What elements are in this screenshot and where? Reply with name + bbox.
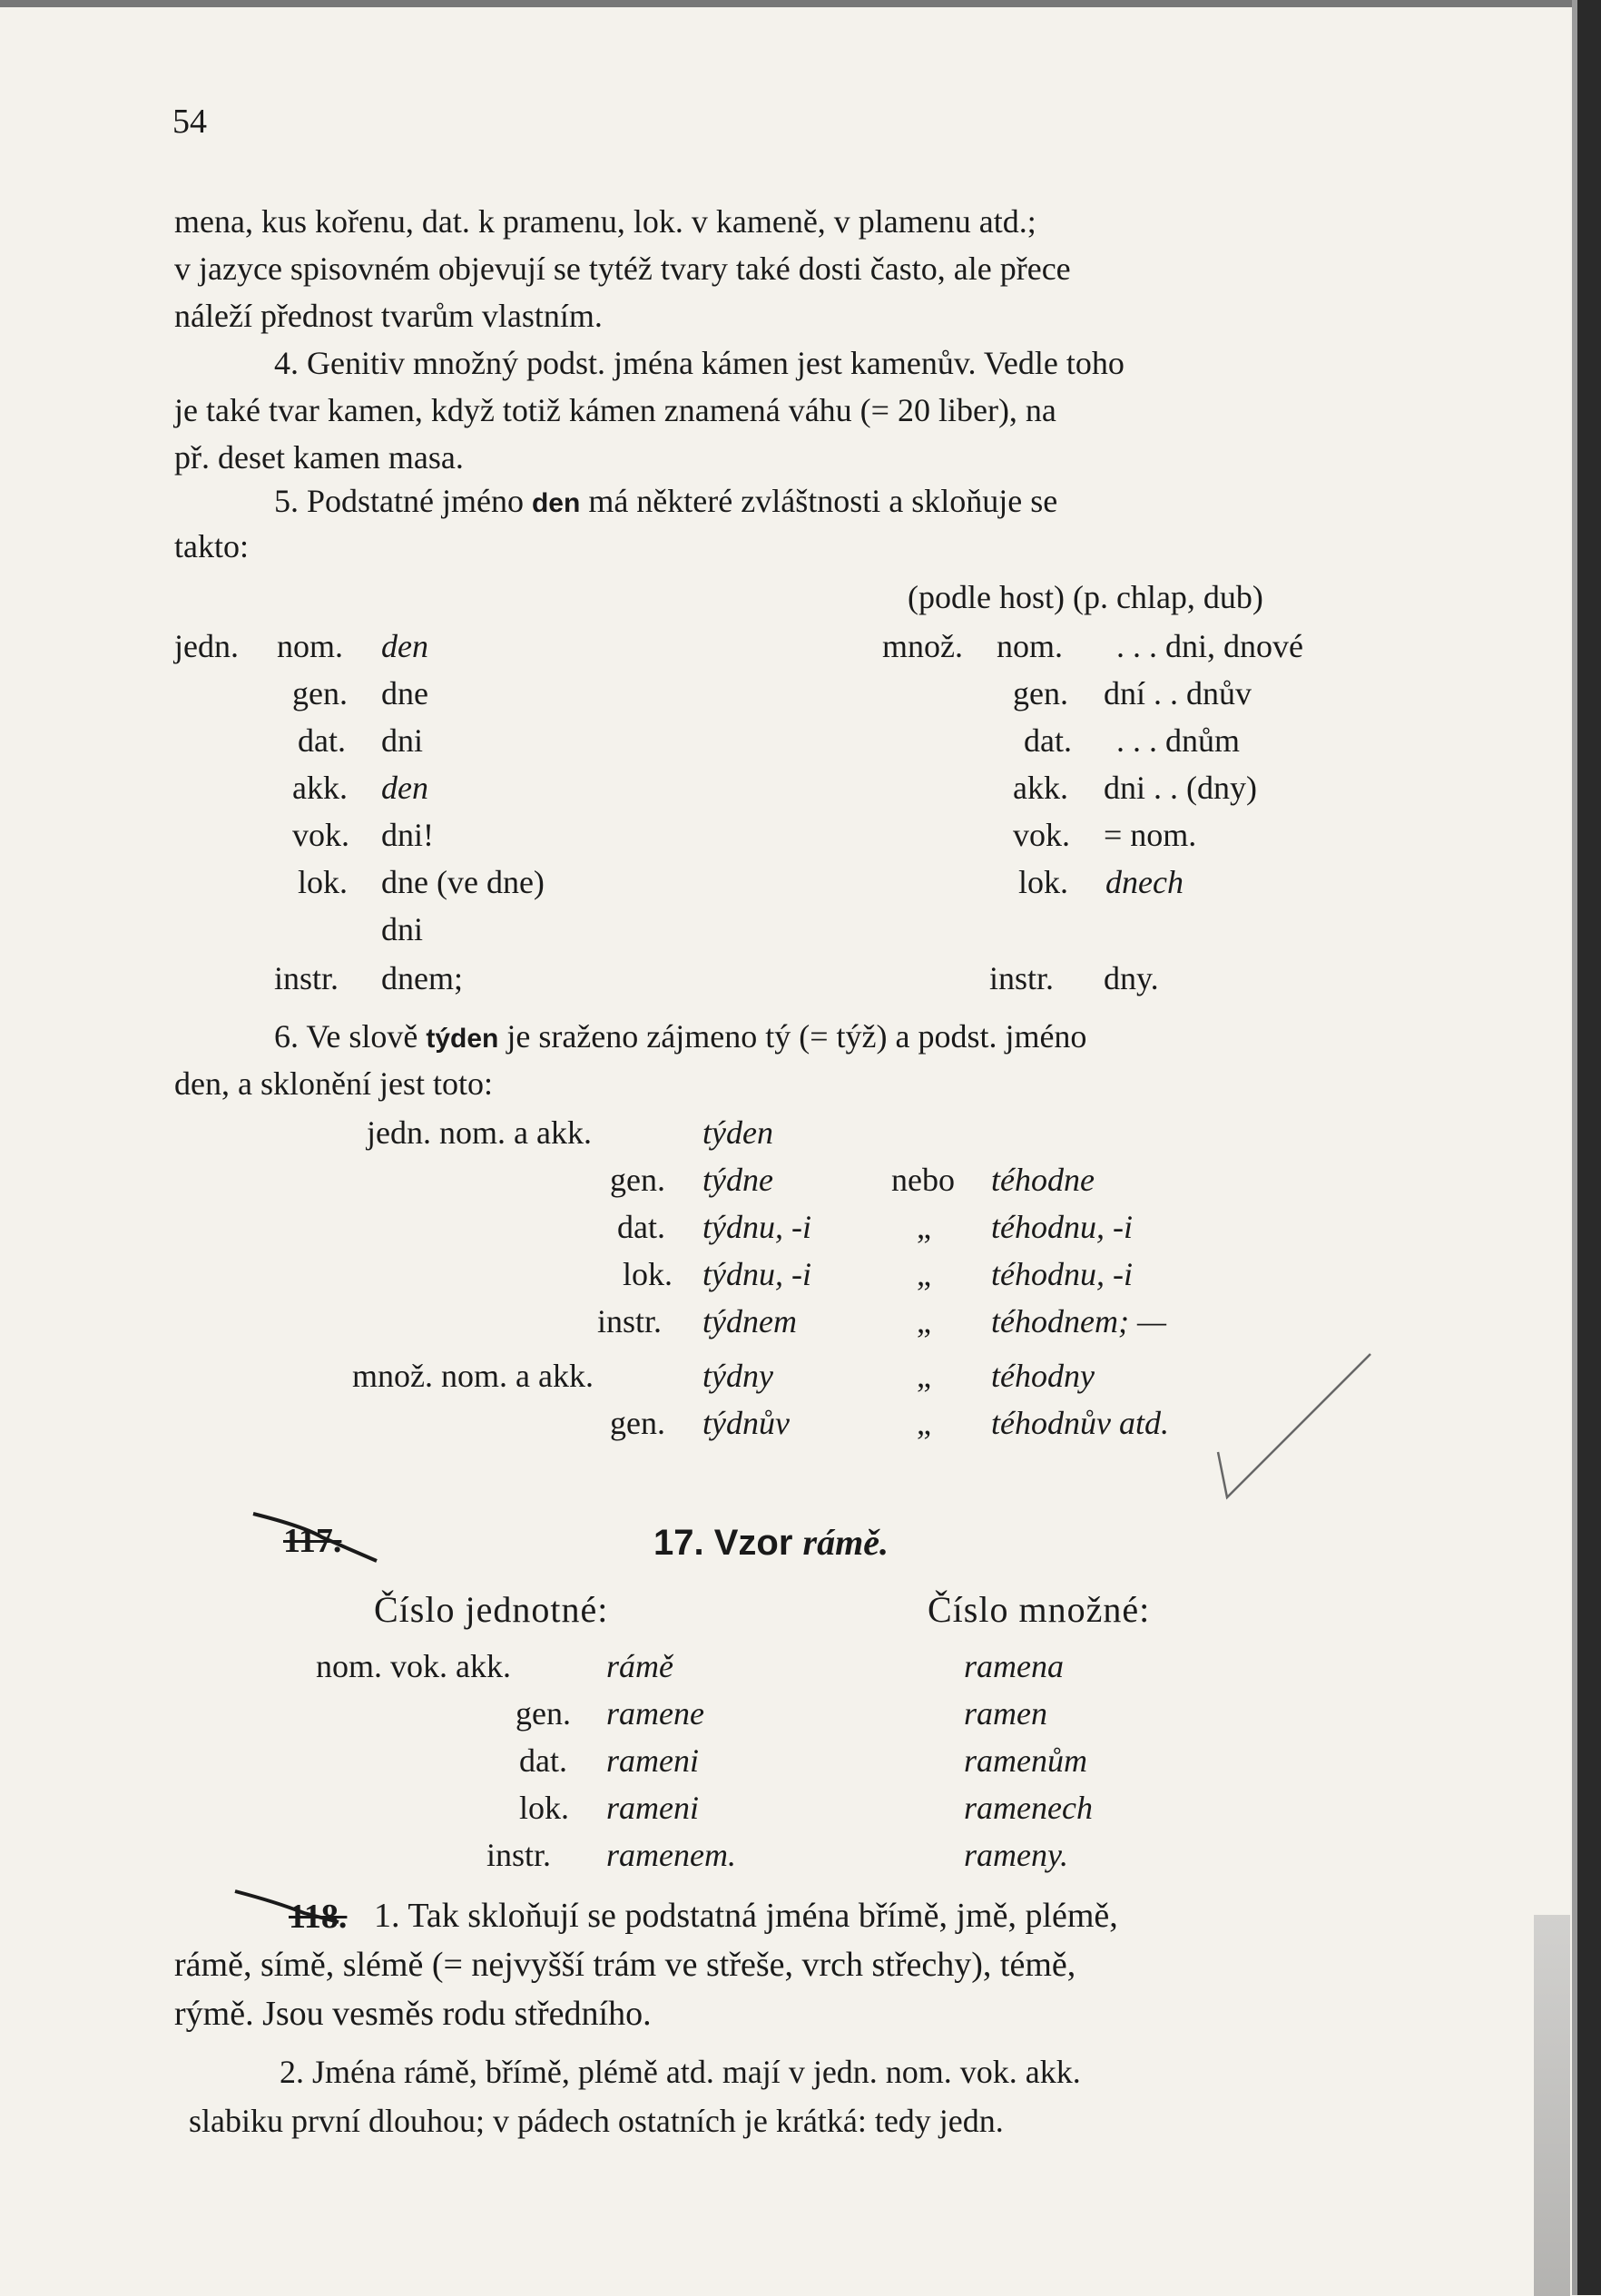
paragraph-line: mena, kus kořenu, dat. k pramenu, lok. v kameně, v plamenu atd.;	[174, 203, 1036, 240]
scan-smudge	[1534, 1915, 1570, 2296]
tyden-alt: téhodnův atd.	[991, 1405, 1169, 1441]
case-form: den	[381, 628, 428, 664]
tyden-nebo: „	[917, 1256, 931, 1292]
tyden-label: gen.	[610, 1405, 665, 1441]
paragraph-line: 1. Tak skloňují se podstatná jména břímě, jmě, plémě,	[374, 1897, 1118, 1935]
rame-pl: ramenům	[964, 1742, 1087, 1779]
case-label: instr.	[274, 960, 339, 996]
paragraph-5-end: má některé zvláštnosti a skloňuje se	[588, 483, 1058, 519]
tyden-alt: téhodnem; —	[991, 1303, 1166, 1339]
tyden-form: týdnův	[702, 1405, 790, 1441]
case-form: . . . dni, dnové	[1116, 628, 1303, 664]
paragraph-6-cont: den, a sklonění jest toto:	[174, 1065, 493, 1102]
tyden-nebo: „	[917, 1358, 931, 1394]
tyden-alt: téhodne	[991, 1162, 1095, 1198]
paragraph-line: 2. Jména rámě, břímě, plémě atd. mají v jedn. nom. vok. akk.	[280, 2054, 1081, 2090]
paragraph-1	[174, 198, 1427, 339]
section-title-text: 17. Vzor	[653, 1523, 793, 1563]
case-form: den	[381, 770, 428, 806]
case-label: vok.	[1013, 817, 1070, 853]
tyden-alt: téhodnu, -i	[991, 1209, 1133, 1245]
den-table-header: (podle host) (p. chlap, dub)	[908, 579, 1263, 615]
scan-top-edge	[0, 0, 1601, 7]
rame-case: instr.	[486, 1837, 552, 1873]
tyden-label: gen.	[610, 1162, 665, 1198]
tyden-alt: téhodny	[991, 1358, 1095, 1394]
paragraph-6-line	[274, 1016, 1086, 1059]
section-number-text: 117.	[283, 1522, 342, 1560]
paragraph-line: rýmě. Jsou vesměs rodu středního.	[174, 1995, 652, 2033]
case-label: instr.	[989, 960, 1055, 996]
paragraph-118-2	[189, 2047, 1432, 2145]
case-label: dat.	[1024, 722, 1072, 759]
rame-case: lok.	[519, 1790, 570, 1826]
case-form: dne (ve dne)	[381, 864, 545, 900]
rame-pl: ramen	[964, 1695, 1047, 1732]
tyden-label: lok.	[623, 1256, 673, 1292]
case-label: nom.	[277, 628, 344, 664]
tyden-label: dat.	[617, 1209, 665, 1245]
keyword-tyden: týden	[426, 1024, 499, 1054]
rame-pl: ramenech	[964, 1790, 1093, 1826]
paragraph-line: v jazyce spisovném objevují se tytéž tvary také dosti často, ale přece	[174, 250, 1071, 287]
rame-sg: rámě	[606, 1648, 673, 1684]
tyden-form: týdny	[702, 1358, 773, 1394]
tyden-form: týdnem	[702, 1303, 797, 1339]
case-label: lok.	[298, 864, 349, 900]
case-label: akk.	[292, 770, 348, 806]
rame-sg: rameni	[606, 1790, 699, 1826]
tyden-alt: téhodnu, -i	[991, 1256, 1133, 1292]
tyden-nebo: „	[917, 1209, 931, 1245]
paragraph-line: slabiku první dlouhou; v pádech ostatních je krátká: tedy jedn.	[189, 2103, 1004, 2139]
paragraph-line: náleží přednost tvarům vlastním.	[174, 298, 603, 334]
singular-header: Číslo jednotné:	[374, 1589, 609, 1630]
tyden-label: jedn. nom. a akk.	[367, 1114, 592, 1151]
case-form: dnem;	[381, 960, 463, 996]
tyden-nebo: „	[917, 1303, 931, 1339]
paragraph-line: př. deset kamen masa.	[174, 439, 464, 476]
rame-case: dat.	[519, 1742, 567, 1779]
tyden-form: týdnu, -i	[702, 1209, 811, 1245]
paragraph-4	[174, 339, 1427, 481]
den-pl-label: množ.	[882, 628, 963, 664]
tyden-form: týdne	[702, 1162, 773, 1198]
tyden-label: instr.	[597, 1303, 663, 1339]
page-number: 54	[172, 103, 207, 141]
tyden-label: množ. nom. a akk.	[352, 1358, 594, 1394]
case-form: dne	[381, 675, 428, 711]
tyden-form: týden	[702, 1114, 773, 1151]
case-label: gen.	[1013, 675, 1068, 711]
rame-case: gen.	[516, 1695, 571, 1732]
paragraph-118-1	[174, 1891, 1427, 2038]
case-form: dnech	[1105, 864, 1184, 900]
case-label: gen.	[292, 675, 348, 711]
case-form: dni	[381, 911, 424, 947]
rame-case: nom. vok. akk.	[316, 1648, 511, 1684]
paragraph-line: rámě, símě, slémě (= nejvyšší trám ve střeše, vrch střechy), témě,	[174, 1946, 1076, 1984]
scan-right-edge	[1577, 0, 1601, 2295]
tyden-nebo: „	[917, 1405, 931, 1441]
rame-sg: ramene	[606, 1695, 704, 1732]
rame-sg: rameni	[606, 1742, 699, 1779]
rame-pl: rameny.	[964, 1837, 1068, 1873]
rame-sg: ramenem.	[606, 1837, 736, 1873]
tyden-form: týdnu, -i	[702, 1256, 811, 1292]
case-label: akk.	[1013, 770, 1068, 806]
case-label: lok.	[1018, 864, 1069, 900]
case-form: dni!	[381, 817, 434, 853]
case-form: dny.	[1104, 960, 1159, 996]
handwritten-check-mark	[1207, 1343, 1380, 1516]
plural-header: Číslo množné:	[928, 1589, 1151, 1630]
paragraph-line: 4. Genitiv množný podst. jména kámen jest kamenův. Vedle toho	[274, 345, 1125, 381]
paragraph-5-line	[274, 481, 1057, 524]
section-number-text: 118.	[289, 1898, 348, 1936]
paragraph-line: je také tvar kamen, když totiž kámen znamená váhu (= 20 liber), na	[174, 392, 1056, 428]
paragraph-6-start: 6. Ve slově	[274, 1018, 418, 1055]
case-form: = nom.	[1104, 817, 1197, 853]
tyden-nebo: nebo	[891, 1162, 955, 1198]
rame-pl: ramena	[964, 1648, 1064, 1684]
section-117-title	[653, 1521, 889, 1564]
paragraph-6-end: je sraženo zájmeno tý (= týž) a podst. jméno	[506, 1018, 1087, 1055]
case-form: dni	[381, 722, 424, 759]
den-sg-label: jedn.	[174, 628, 239, 664]
section-117-number	[283, 1521, 341, 1561]
section-title-word: rámě.	[802, 1522, 889, 1563]
paragraph-5-cont: takto:	[174, 528, 249, 564]
case-label: nom.	[997, 628, 1064, 664]
case-form: dní . . dnův	[1104, 675, 1252, 711]
case-form: . . . dnům	[1116, 722, 1241, 759]
case-label: vok.	[292, 817, 349, 853]
keyword-den: den	[531, 488, 581, 518]
case-label: dat.	[298, 722, 346, 759]
case-form: dni . . (dny)	[1104, 770, 1257, 806]
paragraph-5-start: 5. Podstatné jméno	[274, 483, 524, 519]
